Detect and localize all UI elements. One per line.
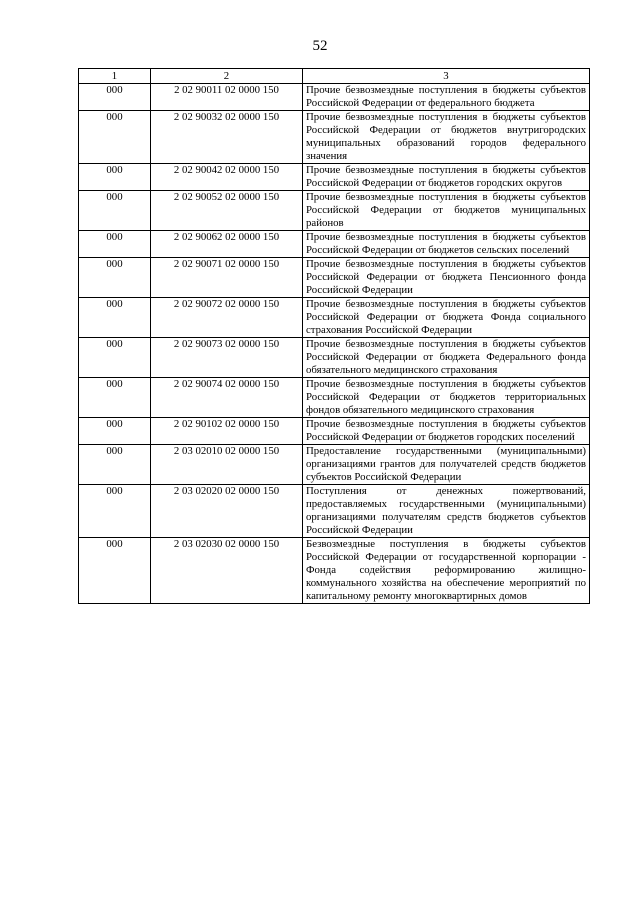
revenue-name-cell: Прочие безвозмездные поступления в бюджеты субъектов Российской Федерации от бюджетов городских поселений bbox=[303, 418, 590, 445]
revenue-name-cell: Прочие безвозмездные поступления в бюджеты субъектов Российской Федерации от бюджетов муниципальных районов bbox=[303, 191, 590, 231]
budget-code-cell: 2 02 90011 02 0000 150 bbox=[151, 84, 303, 111]
budget-code-cell: 2 02 90062 02 0000 150 bbox=[151, 231, 303, 258]
revenue-name-cell: Предоставление государственными (муниципальными) организациями грантов для получателей средств бюджетов субъектов Российской Федерации bbox=[303, 445, 590, 485]
table-row bbox=[79, 231, 590, 258]
admin-code-cell: 000 bbox=[79, 298, 151, 338]
budget-code-cell: 2 03 02020 02 0000 150 bbox=[151, 485, 303, 538]
admin-code-cell: 000 bbox=[79, 164, 151, 191]
column-header-2: 2 bbox=[151, 69, 303, 84]
admin-code-cell: 000 bbox=[79, 191, 151, 231]
table-header-row bbox=[79, 69, 590, 84]
revenue-name-cell: Прочие безвозмездные поступления в бюджеты субъектов Российской Федерации от бюджетов внутригородских муниципальных образований городов федерального значения bbox=[303, 111, 590, 164]
table-row bbox=[79, 164, 590, 191]
table-row bbox=[79, 298, 590, 338]
budget-code-cell: 2 02 90072 02 0000 150 bbox=[151, 298, 303, 338]
admin-code-cell: 000 bbox=[79, 538, 151, 604]
admin-code-cell: 000 bbox=[79, 258, 151, 298]
admin-code-cell: 000 bbox=[79, 485, 151, 538]
admin-code-cell: 000 bbox=[79, 418, 151, 445]
revenue-name-cell: Прочие безвозмездные поступления в бюджеты субъектов Российской Федерации от бюджетов сельских поселений bbox=[303, 231, 590, 258]
budget-code-cell: 2 02 90042 02 0000 150 bbox=[151, 164, 303, 191]
budget-code-cell: 2 02 90071 02 0000 150 bbox=[151, 258, 303, 298]
admin-code-cell: 000 bbox=[79, 378, 151, 418]
table-row bbox=[79, 445, 590, 485]
table-row bbox=[79, 191, 590, 231]
revenue-name-cell: Прочие безвозмездные поступления в бюджеты субъектов Российской Федерации от бюджета Фонда социального страхования Российской Федерации bbox=[303, 298, 590, 338]
admin-code-cell: 000 bbox=[79, 445, 151, 485]
table-row bbox=[79, 378, 590, 418]
page-number: 52 bbox=[312, 38, 328, 54]
revenue-name-cell: Прочие безвозмездные поступления в бюджеты субъектов Российской Федерации от федерального бюджета bbox=[303, 84, 590, 111]
revenue-name-cell: Поступления от денежных пожертвований, предоставляемых государственными (муниципальными) организациями получателям средств бюджетов субъектов Российской Федерации bbox=[303, 485, 590, 538]
admin-code-cell: 000 bbox=[79, 338, 151, 378]
admin-code-cell: 000 bbox=[79, 111, 151, 164]
revenue-name-cell: Прочие безвозмездные поступления в бюджеты субъектов Российской Федерации от бюджета Федерального фонда обязательного медицинского страхования bbox=[303, 338, 590, 378]
column-header-1: 1 bbox=[79, 69, 151, 84]
revenue-name-cell: Прочие безвозмездные поступления в бюджеты субъектов Российской Федерации от бюджета Пенсионного фонда Российской Федерации bbox=[303, 258, 590, 298]
budget-code-cell: 2 02 90032 02 0000 150 bbox=[151, 111, 303, 164]
revenue-name-cell: Прочие безвозмездные поступления в бюджеты субъектов Российской Федерации от бюджетов городских округов bbox=[303, 164, 590, 191]
table-row bbox=[79, 485, 590, 538]
revenue-name-cell: Прочие безвозмездные поступления в бюджеты субъектов Российской Федерации от бюджетов территориальных фондов обязательного медицинского страхования bbox=[303, 378, 590, 418]
table-row bbox=[79, 84, 590, 111]
table-row bbox=[79, 418, 590, 445]
revenue-name-cell: Безвозмездные поступления в бюджеты субъектов Российской Федерации от государственной корпорации - Фонда содействия реформированию жилищно-коммунального хозяйства на обеспечение мероприятий по капитальному ремонту многоквартирных домов bbox=[303, 538, 590, 604]
budget-code-cell: 2 02 90074 02 0000 150 bbox=[151, 378, 303, 418]
table-row bbox=[79, 258, 590, 298]
table-row bbox=[79, 111, 590, 164]
admin-code-cell: 000 bbox=[79, 84, 151, 111]
budget-code-cell: 2 02 90102 02 0000 150 bbox=[151, 418, 303, 445]
budget-revenue-table bbox=[78, 68, 590, 604]
column-header-3: 3 bbox=[303, 69, 590, 84]
budget-code-cell: 2 03 02030 02 0000 150 bbox=[151, 538, 303, 604]
table-row bbox=[79, 538, 590, 604]
table-row bbox=[79, 338, 590, 378]
budget-code-cell: 2 03 02010 02 0000 150 bbox=[151, 445, 303, 485]
budget-code-cell: 2 02 90052 02 0000 150 bbox=[151, 191, 303, 231]
admin-code-cell: 000 bbox=[79, 231, 151, 258]
budget-code-cell: 2 02 90073 02 0000 150 bbox=[151, 338, 303, 378]
